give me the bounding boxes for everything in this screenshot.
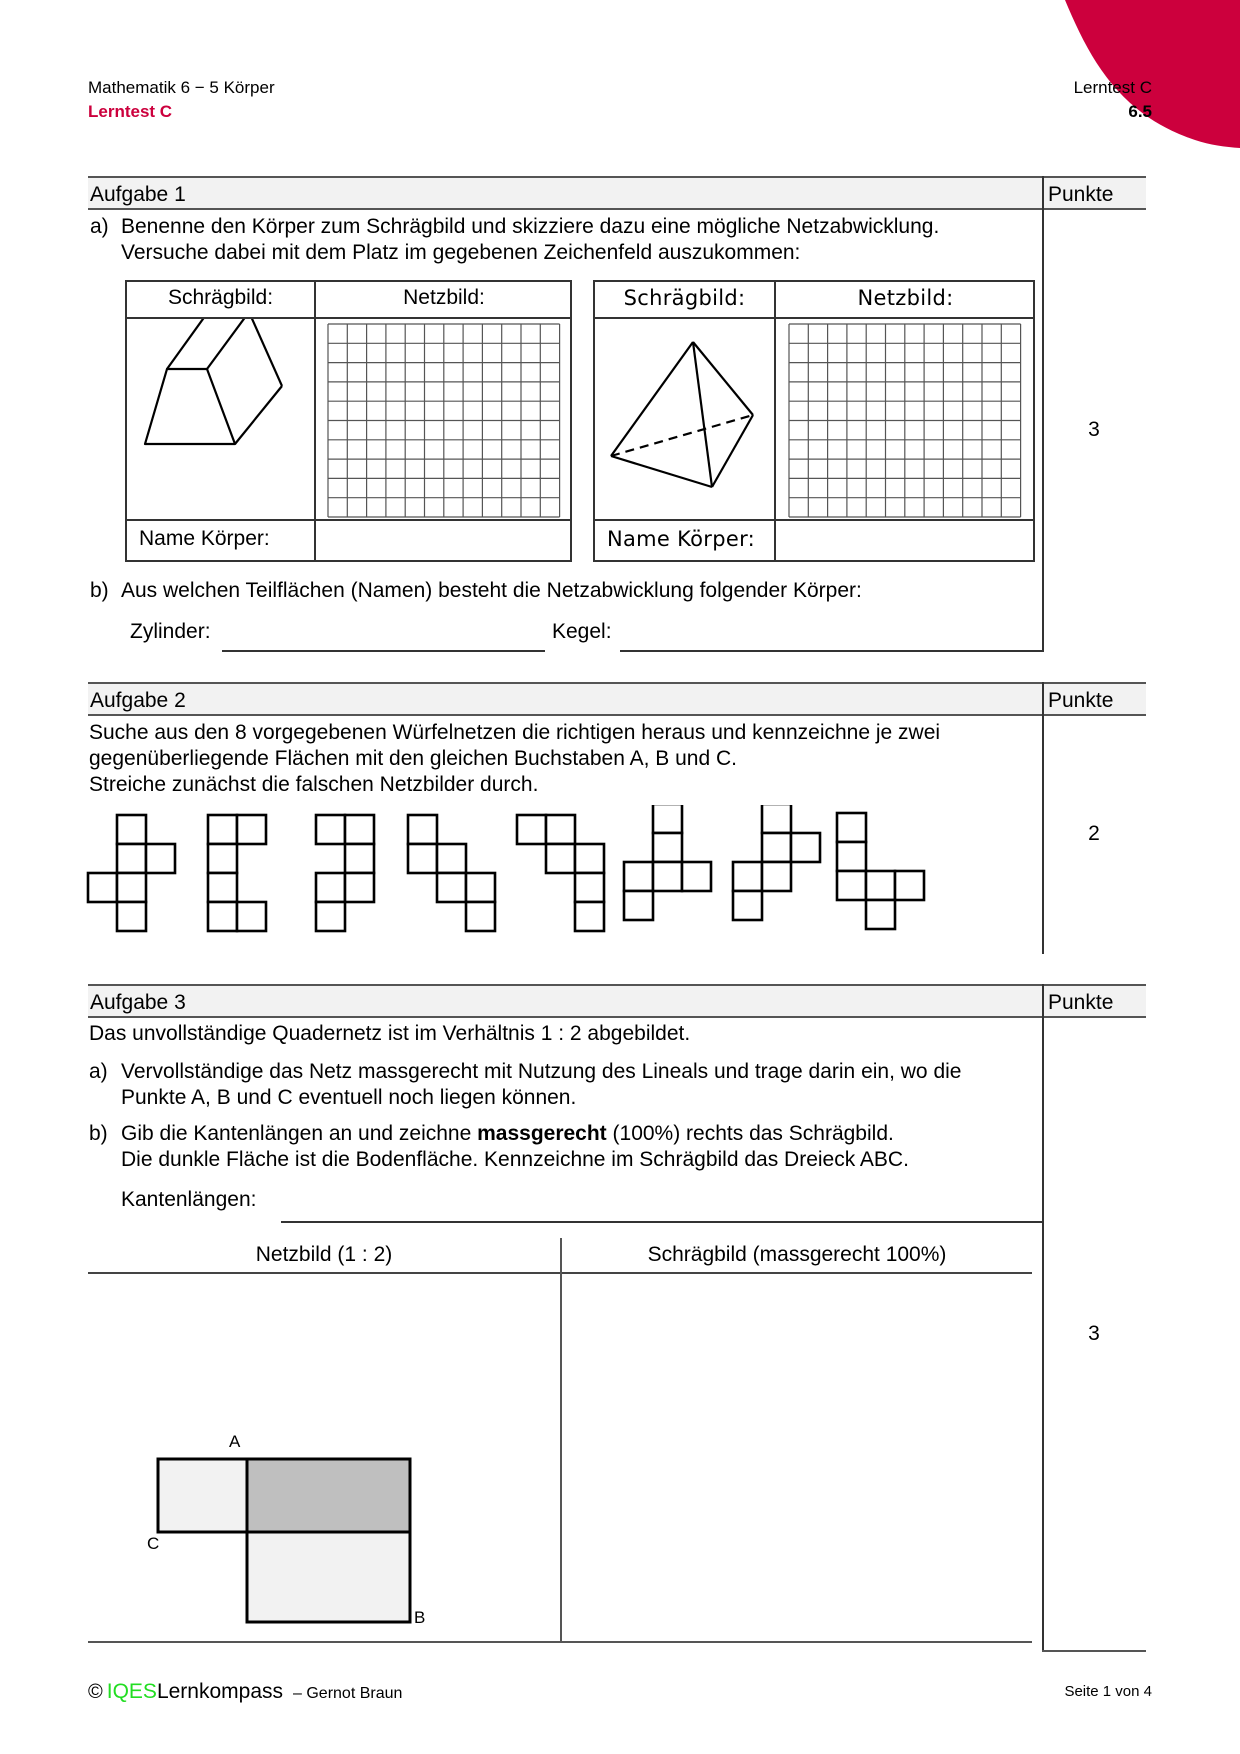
cube-net-face: [682, 862, 711, 891]
instruction-line: Versuche dabei mit dem Platz im gegebenen Zeichenfeld auszukommen:: [121, 241, 801, 264]
aufgabe3-part-a-text: [121, 1059, 961, 1111]
cube-net-face: [517, 815, 546, 844]
instruction-line: Vervollständige das Netz massgerecht mit Nutzung des Lineals und trage darin ein, wo die: [121, 1060, 962, 1083]
test-subtitle: Lerntest C: [88, 102, 173, 121]
zylinder-answer-line[interactable]: [222, 650, 545, 652]
points-divider: [1042, 984, 1044, 1018]
header-right: [1074, 76, 1152, 124]
aufgabe2-title: Aufgabe 2: [90, 689, 186, 712]
instruction-line: gegenüberliegende Flächen mit den gleichen Buchstaben A, B und C.: [89, 747, 737, 770]
corner-decoration: [940, 0, 1240, 150]
aufgabe2-points: 2: [1088, 822, 1100, 845]
zylinder-label: Zylinder:: [130, 620, 211, 643]
cube-net-face: [466, 873, 495, 902]
aufgabe3-intro: Das unvollständige Quadernetz ist im Verhältnis 1 : 2 abgebildet.: [89, 1022, 691, 1045]
instruction-line: Suche aus den 8 vorgegebenen Würfelnetzen die richtigen heraus und kennzeichne je zwei: [89, 721, 941, 744]
schraegbild-header: Schrägbild:: [167, 286, 274, 309]
text-segment: Gib die Kantenlängen an und zeichne: [121, 1122, 478, 1145]
cube-net-face: [316, 873, 345, 902]
aufgabe1-title: Aufgabe 1: [90, 183, 186, 206]
table-trapezoid-prism: [125, 280, 572, 562]
cube-net-face: [345, 873, 374, 902]
aufgabe3-title: Aufgabe 3: [90, 991, 186, 1014]
netzbild-column-header: Netzbild (1 : 2): [255, 1243, 393, 1266]
cube-net-face: [316, 902, 345, 931]
cube-net-face: [208, 902, 237, 931]
aufgabe1-part-b-text: Aus welchen Teilflächen (Namen) besteht die Netzabwicklung folgender Körper:: [121, 579, 862, 602]
points-divider: [1042, 682, 1044, 716]
point-a-label: A: [229, 1432, 241, 1451]
aufgabe2-header: [88, 682, 1146, 716]
cube-net-face: [837, 842, 866, 871]
cube-net-face: [653, 805, 682, 833]
cube-nets-row: [80, 805, 1040, 955]
footer-branding: [88, 1680, 402, 1704]
document-header: [88, 76, 275, 124]
schraegbild-column-header: Schrägbild (massgerecht 100%): [647, 1243, 947, 1266]
aufgabe1-part-a-marker: a): [90, 215, 109, 238]
cube-net-face: [316, 815, 345, 844]
cube-net-face: [653, 862, 682, 891]
cube-net-face: [437, 873, 466, 902]
page-number: Seite 1 von 4: [1064, 1683, 1152, 1700]
cube-net-face: [895, 871, 924, 900]
instruction-line: Die dunkle Fläche ist die Bodenfläche. Kennzeichne im Schrägbild das Dreieck ABC.: [121, 1148, 909, 1171]
cube-net-face: [791, 833, 820, 862]
cube-net-face: [762, 805, 791, 833]
points-label: Punkte: [1048, 689, 1114, 712]
cube-net-face: [208, 873, 237, 902]
points-column-bottom: [1042, 1650, 1146, 1652]
cube-net-face: [837, 871, 866, 900]
netzbild-header: Netzbild:: [857, 286, 954, 310]
cube-net-face: [546, 815, 575, 844]
point-c-label: C: [147, 1534, 160, 1553]
text-segment: (100%) rechts das Schrägbild.: [606, 1122, 894, 1145]
points-label: Punkte: [1048, 991, 1114, 1014]
right-title: Lerntest C: [1073, 78, 1152, 97]
logo-lernkompass: Lernkompass: [156, 1680, 283, 1703]
drawing-grid[interactable]: [788, 323, 1024, 519]
cube-net-face: [733, 862, 762, 891]
name-koerper-input[interactable]: [776, 521, 1035, 560]
cube-net-face: [88, 873, 117, 902]
aufgabe1-header: [88, 176, 1146, 210]
cube-net-face: [866, 871, 895, 900]
schraegbild-drawing-area[interactable]: [562, 1274, 1032, 1640]
aufgabe3-header: [88, 984, 1146, 1018]
drawing-bottom-line: [88, 1641, 1032, 1643]
cuboid-net-figure: [140, 1430, 440, 1630]
cube-net-face: [546, 844, 575, 873]
cube-net-face: [117, 873, 146, 902]
logo-iqes: IQES: [106, 1680, 157, 1703]
aufgabe3-part-b-marker: b): [89, 1122, 108, 1145]
cube-net-face: [437, 844, 466, 873]
aufgabe3-part-a-marker: a): [89, 1060, 108, 1083]
name-koerper-label: Name Körper:: [607, 527, 756, 551]
cube-net-face: [837, 813, 866, 842]
point-b-label: B: [414, 1608, 426, 1627]
table-tetrahedron: [593, 280, 1035, 562]
name-koerper-label: Name Körper:: [139, 527, 270, 550]
cube-net-face: [146, 844, 175, 873]
cube-net-face: [733, 891, 762, 920]
aufgabe3-points: 3: [1088, 1322, 1100, 1345]
cube-net-face: [762, 862, 791, 891]
cube-net-face: [575, 844, 604, 873]
aufgabe1-part-b-marker: b): [90, 579, 109, 602]
cube-net-face: [237, 902, 266, 931]
emphasis-text: massgerecht: [477, 1122, 607, 1145]
cube-net-face: [117, 902, 146, 931]
aufgabe2-text: [89, 720, 940, 798]
drawing-grid[interactable]: [327, 323, 563, 519]
cube-net-face: [466, 902, 495, 931]
cube-net-face: [117, 844, 146, 873]
aufgabe1-part-a-text: [121, 214, 939, 266]
instruction-line: Punkte A, B und C eventuell noch liegen können.: [121, 1086, 577, 1109]
cube-net-face: [208, 815, 237, 844]
cube-net-face: [345, 815, 374, 844]
kegel-label: Kegel:: [552, 620, 612, 643]
kegel-answer-line[interactable]: [620, 650, 1044, 652]
kantenlaengen-label: Kantenlängen:: [121, 1188, 257, 1211]
cube-net-face: [762, 833, 791, 862]
tetrahedron-figure: [595, 319, 774, 519]
cube-net-face: [575, 873, 604, 902]
instruction-line: [121, 1121, 909, 1147]
cube-net-face: [866, 900, 895, 929]
cube-net-face: [345, 844, 374, 873]
kantenlaengen-answer-line[interactable]: [281, 1221, 1044, 1223]
cube-net-face: [624, 862, 653, 891]
section-number: 6.5: [1128, 102, 1152, 121]
name-koerper-input[interactable]: [316, 521, 572, 560]
cube-net-face: [237, 815, 266, 844]
cube-net-face: [575, 902, 604, 931]
cube-net-face: [117, 815, 146, 844]
aufgabe3-part-b-text: [121, 1121, 909, 1173]
trapezoid-prism-figure: [127, 319, 314, 519]
cube-net-face: [408, 844, 437, 873]
copyright-icon: ©: [88, 1681, 103, 1703]
course-title: Mathematik 6 − 5 Körper: [88, 78, 275, 97]
netzbild-header: Netzbild:: [403, 286, 485, 309]
instruction-line: Benenne den Körper zum Schrägbild und skizziere dazu eine mögliche Netzabwicklung.: [121, 215, 940, 238]
cube-net-face: [624, 891, 653, 920]
schraegbild-header: Schrägbild:: [623, 286, 746, 310]
author: – Gernot Braun: [293, 1685, 403, 1702]
points-label: Punkte: [1048, 183, 1114, 206]
points-divider: [1042, 176, 1044, 210]
cube-net-face: [408, 815, 437, 844]
instruction-line: Streiche zunächst die falschen Netzbilder durch.: [89, 773, 539, 796]
cube-net-face: [653, 833, 682, 862]
cube-net-face: [208, 844, 237, 873]
aufgabe1-points: 3: [1088, 418, 1100, 441]
